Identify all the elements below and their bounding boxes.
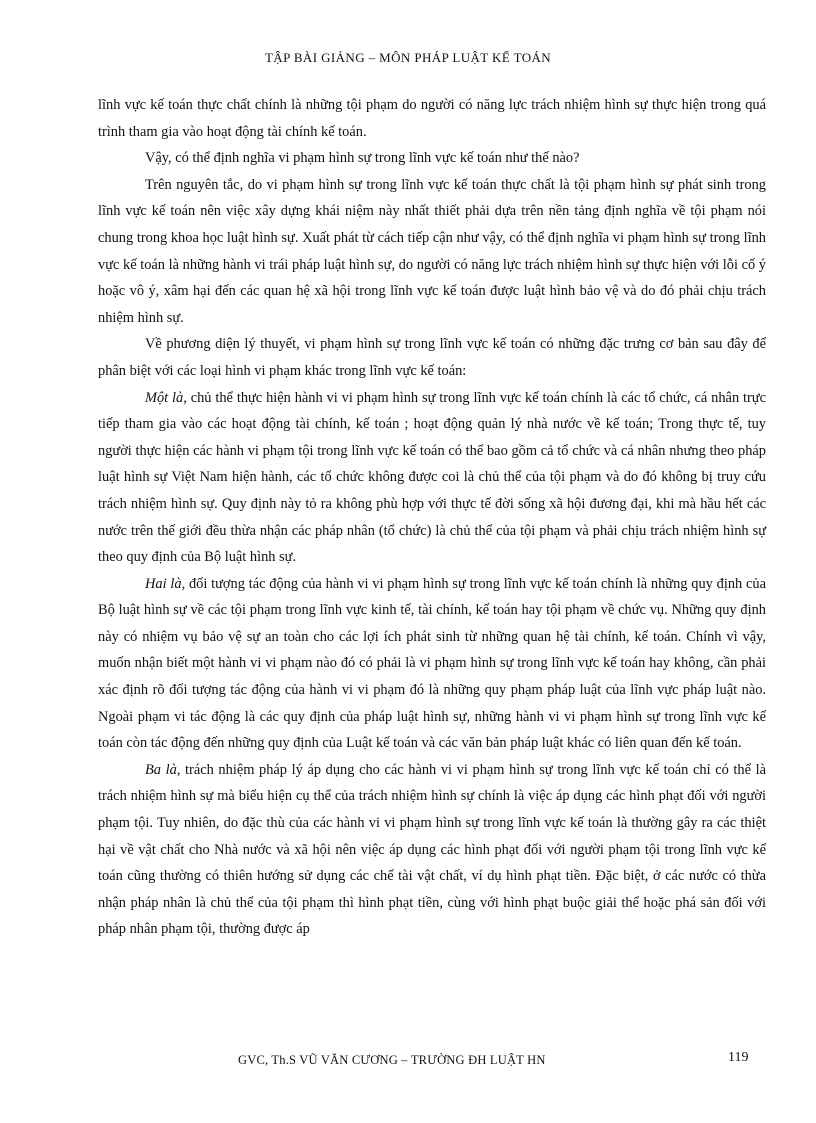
paragraph-text: Vậy, có thể định nghĩa vi phạm hình sự trong lĩnh vực kế toán như thế nào? [145,150,580,167]
paragraph-lead: Hai là [145,575,182,592]
paragraph-text: Về phương diện lý thuyết, vi phạm hình sự trong lĩnh vực kế toán có những đặc trưng cơ bản sau đây để phân biệt với các loại hình vi phạm khác trong lĩnh vực kế toán: [98,336,766,379]
footer-author: GVC, Th.S VŨ VĂN CƯƠNG – TRƯỜNG ĐH LUẬT HN [238,1053,546,1067]
paragraph-text: Trên nguyên tắc, do vi phạm hình sự trong lĩnh vực kế toán thực chất là tội phạm hình sự phát sinh trong lĩnh vực kế toán nên việc xây dựng khái niệm này nhất thiết phải dựa trên nền tảng định nghĩa về tội phạm nói chung trong khoa học luật hình sự. Xuất phát từ cách tiếp cận như vậy, có thể định nghĩa vi phạm hình sự trong lĩnh vực kế toán là những hành vi trái pháp luật hình sự, do người có năng lực trách nhiệm hình sự thực hiện với lỗi cố ý hoặc vô ý, xâm hại đến các quan hệ xã hội trong lĩnh vực kế toán được luật hình bảo vệ và do đó phải chịu trách nhiệm hình sự. [98,176,766,326]
paragraph [98,385,766,571]
paragraph [98,92,766,145]
paragraph [98,172,766,332]
page-number: 119 [728,1050,749,1065]
paragraph-text: , trách nhiệm pháp lý áp dụng cho các hành vi vi phạm hình sự trong lĩnh vực kế toán chỉ có thể là trách nhiệm hình sự mà biểu hiện cụ thể của trách nhiệm hình sự chính là việc áp dụng các hình phạt đối với người phạm tội. Tuy nhiên, do đặc thù của các hành vi vi phạm hình sự trong lĩnh vực kế toán là thường gây ra các thiệt hại về vật chất cho Nhà nước và xã hội nên việc áp dụng các hình phạt đối với người phạm tội trong lĩnh vực kế toán cũng thường có thiên hướng sử dụng các chế tài vật chất, ví dụ hình phạt tiền. Đặc biệt, ở các nước có thừa nhận pháp nhân là chủ thể của tội phạm thì hình phạt tiền, cùng với hình phạt buộc giải thể hoặc phá sản đối với pháp nhân phạm tội, thường được áp [98,761,766,938]
paragraph [98,571,766,757]
paragraph-lead: Ba là [145,761,177,778]
paragraph [98,145,766,172]
page-body [98,92,766,943]
paragraph [98,757,766,943]
paragraph-text: , chủ thể thực hiện hành vi vi phạm hình sự trong lĩnh vực kế toán chính là các tổ chức, cá nhân trực tiếp tham gia vào các hoạt động tài chính, kế toán ; hoạt động quản lý nhà nước về kế toán; Trong thực tế, tuy người thực hiện các hành vi phạm tội trong lĩnh vực kế toán có thể bao gồm cả tổ chức và cá nhân nhưng theo pháp luật hình sự Việt Nam hiện hành, các tổ chức không được coi là chủ thể của tội phạm và do đó không bị truy cứu trách nhiệm hình sự. Quy định này tỏ ra không phù hợp với thực tế đời sống xã hội đương đại, khi mà hầu hết các nước trên thế giới đều thừa nhận các pháp nhân (tổ chức) là chủ thể của tội phạm và phải chịu trách nhiệm hình sự theo quy định của Bộ luật hình sự. [98,389,766,566]
paragraph [98,331,766,384]
paragraph-text: lĩnh vực kế toán thực chất chính là những tội phạm do người có năng lực trách nhiệm hình sự thực hiện trong quá trình tham gia vào hoạt động tài chính kế toán. [98,97,766,140]
paragraph-text: , đối tượng tác động của hành vi vi phạm hình sự trong lĩnh vực kế toán chính là những quy định của Bộ luật hình sự về các tội phạm trong lĩnh vực kinh tế, tài chính, kế toán hay tội phạm về chức vụ. Những quy định này có nhiệm vụ bảo vệ sự an toàn cho các lợi ích phát sinh từ những quan hệ tài chính, kế toán. Chính vì vậy, muốn nhận biết một hành vi vi phạm nào đó có phải là vi phạm hình sự trong lĩnh vực kế toán hay không, cần phải xác định rõ đối tượng tác động của hành vi vi phạm đó là những quy phạm pháp luật của lĩnh vực pháp luật nào. Ngoài phạm vi tác động là các quy định của pháp luật hình sự, những hành vi vi phạm hình sự trong lĩnh vực kế toán còn tác động đến những quy định của Luật kế toán và các văn bản pháp luật khác có liên quan đến kế toán. [98,575,766,752]
page-header: TẬP BÀI GIẢNG – MÔN PHÁP LUẬT KẾ TOÁN [264,50,552,65]
paragraph-lead: Một là [145,389,184,406]
